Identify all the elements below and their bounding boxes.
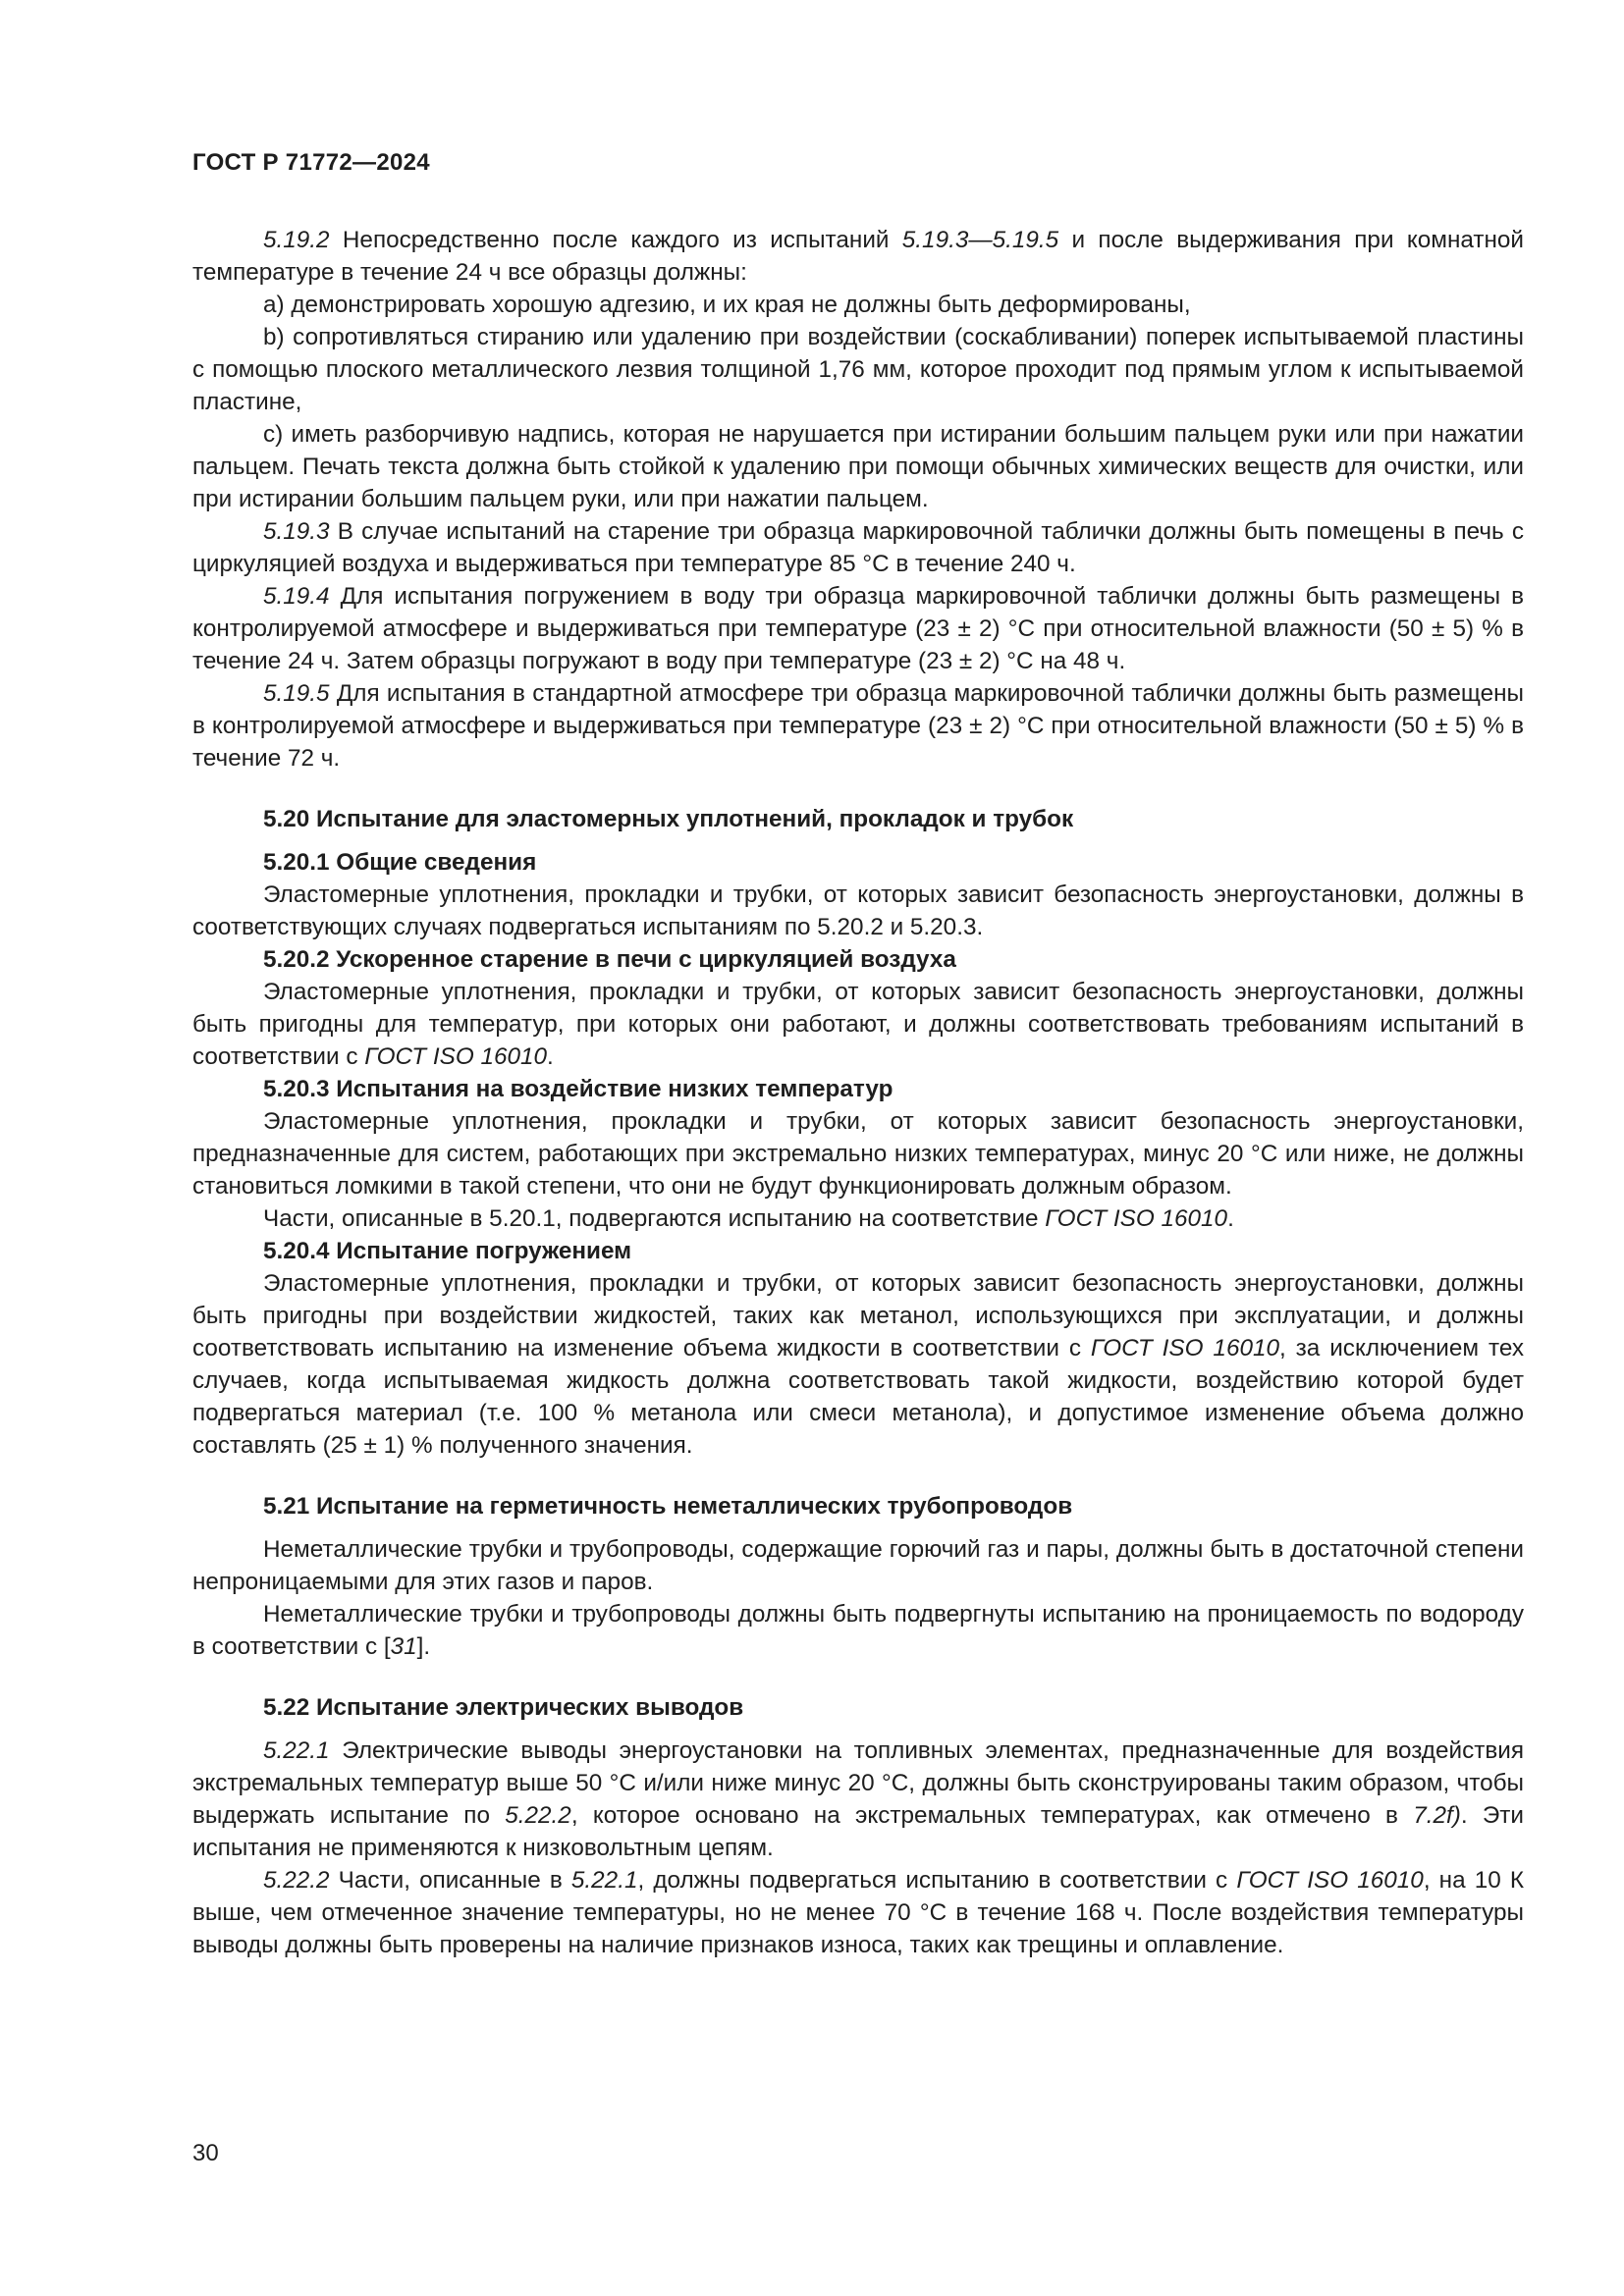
- paragraph-5-22-1: 5.22.1 Электрические выводы энергоустановки на топливных элементах, предназначенные для воздействия экстремальных температур выше 50 °С и/или ниже минус 20 °С, должны быть сконструированы таким образом, чтобы выдержать испытание по 5.22.2, которое основано на экстремальных температурах, как отмечено в 7.2f). Эти испытания не применяются к низковольтным цепям.: [192, 1737, 1524, 1861]
- clause-reference: 5.19.3—5.19.5: [901, 227, 1059, 253]
- section-heading-5-21: 5.21 Испытание на герметичность неметаллических трубопроводов: [263, 1493, 1073, 1520]
- subsection-heading-5-20-2: 5.20.2 Ускоренное старение в печи с циркуляцией воздуха: [263, 946, 956, 973]
- paragraph-5-20-1: Эластомерные уплотнения, прокладки и трубки, от которых зависит безопасность энергоустановки, должны в соответствующих случаях подвергаться испытаниям по 5.20.2 и 5.20.3.: [192, 881, 1524, 940]
- paragraph-5-19-4: 5.19.4 Для испытания погружением в воду три образца маркировочной таблички должны быть размещены в контролируемой атмосфере и выдерживаться при температуре (23 ± 2) °С при относительной влажности (50 ± 5) % в течение 24 ч. Затем образцы погружают в воду при температуре (23 ± 2) °С на 48 ч.: [192, 583, 1524, 674]
- document-header: ГОСТ Р 71772—2024: [192, 149, 430, 176]
- subsection-heading-5-20-1: 5.20.1 Общие сведения: [263, 849, 537, 876]
- bibliography-reference: 31: [390, 1633, 417, 1660]
- list-item-a: a) демонстрировать хорошую адгезию, и их края не должны быть деформированы,: [263, 292, 1191, 318]
- clause-number: 5.19.2: [263, 227, 330, 253]
- clause-reference: 5.22.1: [570, 1867, 638, 1894]
- page-number: 30: [192, 2140, 219, 2166]
- standard-reference: ГОСТ ISO 16010: [364, 1043, 548, 1070]
- paragraph-5-20-3: Эластомерные уплотнения, прокладки и трубки, от которых зависит безопасность энергоустановки, предназначенные для систем, работающих при экстремально низких температурах, минус 20 °С или ниже, не должны становиться ломкими в такой степени, что они не будут функционировать должным образом.: [192, 1108, 1524, 1200]
- section-heading-5-20: 5.20 Испытание для эластомерных уплотнений, прокладок и трубок: [263, 806, 1074, 832]
- section-heading-5-22: 5.22 Испытание электрических выводов: [263, 1694, 744, 1721]
- clause-reference: 5.22.2: [505, 1802, 571, 1829]
- paragraph-5-21-a: Неметаллические трубки и трубопроводы, содержащие горючий газ и пары, должны быть в достаточной степени непроницаемыми для этих газов и паров.: [192, 1536, 1524, 1595]
- clause-number: 5.19.3: [263, 518, 330, 545]
- paragraph-5-19-5: 5.19.5 Для испытания в стандартной атмосфере три образца маркировочной таблички должны быть размещены в контролируемой атмосфере и выдерживаться при температуре (23 ± 2) °С при относительной влажности (50 ± 5) % в течение 72 ч.: [192, 680, 1524, 772]
- subsection-heading-5-20-4: 5.20.4 Испытание погружением: [263, 1238, 632, 1264]
- subsection-heading-5-20-3: 5.20.3 Испытания на воздействие низких температур: [263, 1076, 893, 1102]
- standard-reference: ГОСТ ISO 16010: [1045, 1205, 1228, 1232]
- clause-reference: 7.2f): [1413, 1802, 1461, 1829]
- standard-reference: ГОСТ ISO 16010: [1090, 1335, 1279, 1362]
- paragraph-5-21-b: Неметаллические трубки и трубопроводы должны быть подвергнуты испытанию на проницаемость по водороду в соответствии с [31].: [192, 1601, 1524, 1660]
- clause-number: 5.19.5: [263, 680, 330, 707]
- paragraph-5-20-2: Эластомерные уплотнения, прокладки и трубки, от которых зависит безопасность энергоустановки, должны быть пригодны для температур, при которых они работают, и должны соответствовать требованиям испытаний в соответствии с ГОСТ ISO 16010.: [192, 979, 1524, 1070]
- paragraph-5-22-2: 5.22.2 Части, описанные в 5.22.1, должны подвергаться испытанию в соответствии с ГОСТ ISO 16010, на 10 К выше, чем отмеченное значение температуры, но не менее 70 °С в течение 168 ч. После воздействия температуры выводы должны быть проверены на наличие признаков износа, таких как трещины и оплавление.: [192, 1867, 1524, 1958]
- list-item-b: b) сопротивляться стиранию или удалению при воздействии (соскабливании) поперек испытываемой пластины с помощью плоского металлического лезвия толщиной 1,76 мм, которое проходит под прямым углом к испытываемой пластине,: [192, 324, 1524, 415]
- clause-number: 5.22.1: [263, 1737, 330, 1764]
- document-body: [192, 224, 1524, 1961]
- list-item-c: c) иметь разборчивую надпись, которая не нарушается при истирании большим пальцем руки или при нажатии пальцем. Печать текста должна быть стойкой к удалению при помощи обычных химических веществ для очистки, или при истирании большим пальцем руки, или при нажатии пальцем.: [192, 421, 1524, 512]
- clause-number: 5.19.4: [263, 583, 330, 610]
- paragraph-5-19-3: 5.19.3 В случае испытаний на старение три образца маркировочной таблички должны быть помещены в печь с циркуляцией воздуха и выдерживаться при температуре 85 °С в течение 240 ч.: [192, 518, 1524, 577]
- paragraph-5-20-4: Эластомерные уплотнения, прокладки и трубки, от которых зависит безопасность энергоустановки, должны быть пригодны при воздействии жидкостей, таких как метанол, использующихся при эксплуатации, и должны соответствовать испытанию на изменение объема жидкости в соответствии с ГОСТ ISO 16010, за исключением тех случаев, когда испытываемая жидкость должна соответствовать такой жидкости, воздействию которой будет подвергаться материал (т.е. 100 % метанола или смеси метанола), и допустимое изменение объема должно составлять (25 ± 1) % полученного значения.: [192, 1270, 1524, 1459]
- paragraph-5-19-2: 5.19.2 Непосредственно после каждого из испытаний 5.19.3—5.19.5 и после выдерживания при комнатной температуре в течение 24 ч все образцы должны:: [192, 227, 1524, 286]
- clause-number: 5.22.2: [263, 1867, 330, 1894]
- standard-reference: ГОСТ ISO 16010: [1236, 1867, 1424, 1894]
- paragraph-5-20-3-parts: Части, описанные в 5.20.1, подвергаются испытанию на соответствие ГОСТ ISO 16010.: [263, 1205, 1234, 1232]
